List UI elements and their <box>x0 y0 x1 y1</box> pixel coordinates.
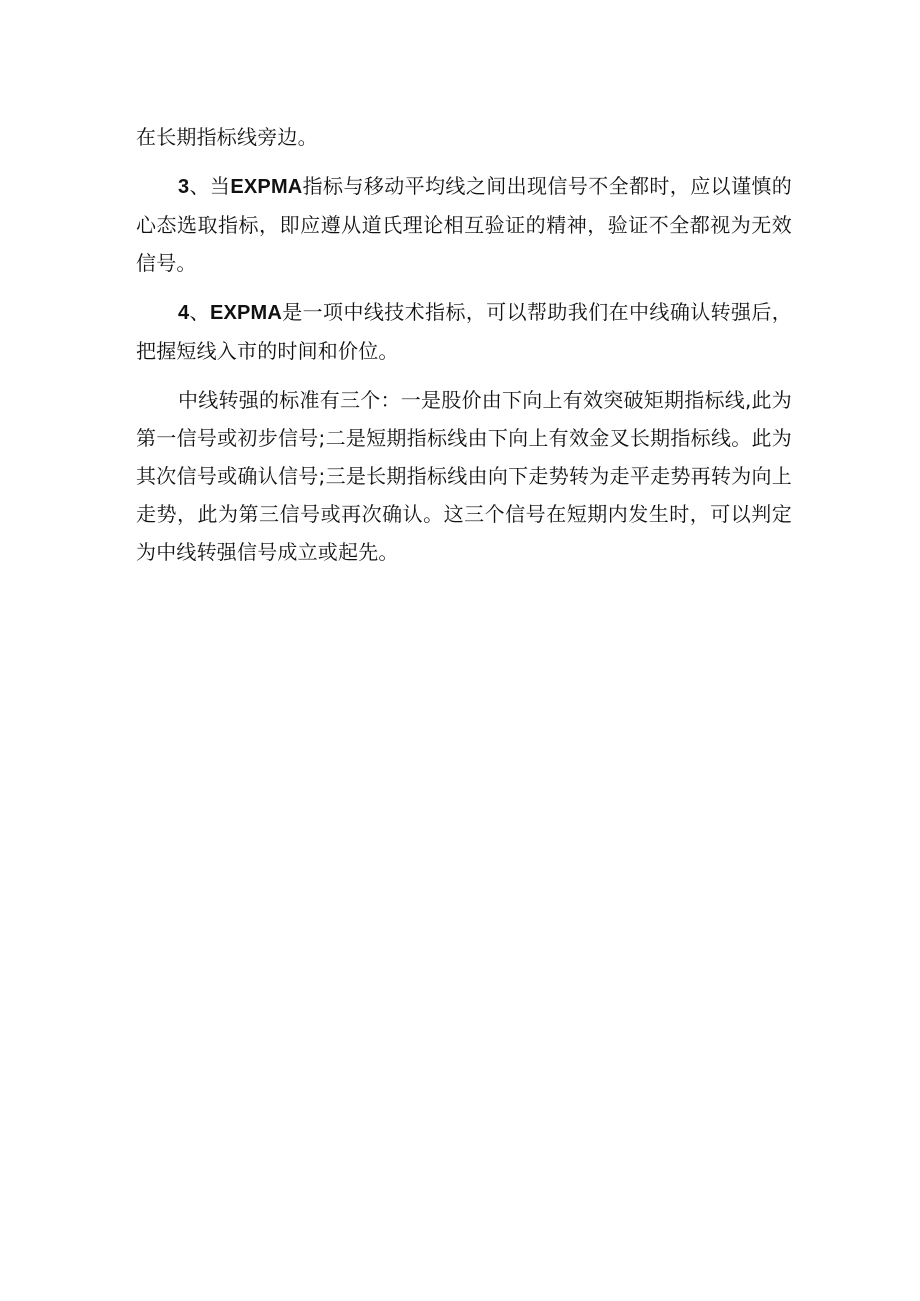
list-separator: 、当 <box>189 174 231 198</box>
paragraph-gap <box>136 370 792 381</box>
paragraph-text: 中线转强的标准有三个：一是股价由下向上有效突破矩期指标线,此为第一信号或初步信号;二是短期指标线由下向上有效金叉长期指标线。此为其次信号或确认信号;三是长期指标线由向下走势转为走平走势再转为向上走势，此为第三信号或再次确认。这三个信号在短期内发生时，可以判定为中线转强信号成立或起先。 <box>136 388 792 564</box>
keyword-expma: EXPMA <box>230 176 303 198</box>
paragraph-continuation <box>136 118 792 156</box>
list-separator: 、 <box>189 300 210 324</box>
paragraph-text: 是一项中线技术指标，可以帮助我们在中线确认转强后，把握短线入市的时间和价位。 <box>136 300 793 363</box>
keyword-expma: EXPMA <box>209 302 283 324</box>
paragraph-point-3 <box>136 167 792 282</box>
document-body <box>136 118 792 571</box>
paragraph-text: 在长期指标线旁边。 <box>136 125 318 149</box>
paragraph-point-4 <box>136 293 792 370</box>
paragraph-text: 指标与移动平均线之间出现信号不全都时，应以谨慎的心态选取指标，即应遵从道氏理论相互验证的精神，验证不全都视为无效信号。 <box>136 174 792 275</box>
list-number: 4 <box>178 302 190 324</box>
list-number: 3 <box>178 176 190 198</box>
paragraph-strength-criteria <box>136 381 792 571</box>
paragraph-gap <box>136 282 792 293</box>
paragraph-gap <box>136 156 792 167</box>
